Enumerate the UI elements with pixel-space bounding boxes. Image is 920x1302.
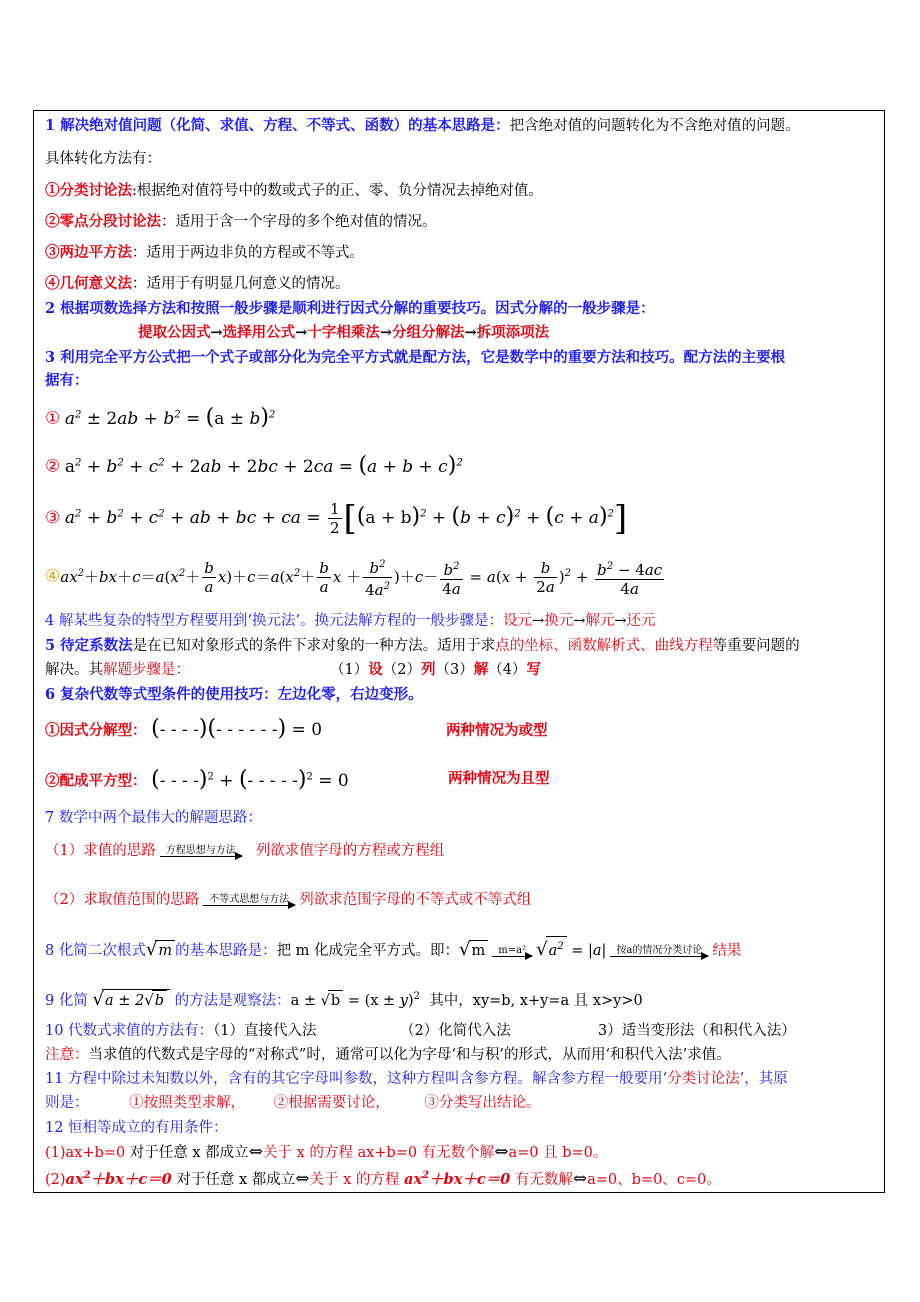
s2-step-4: 分组分解法 <box>391 324 465 341</box>
s5-line2b: 解题步骤是： <box>103 662 190 678</box>
s6-t1-note: 两种情况为或型 <box>446 722 548 739</box>
formula-4-mark: ④ <box>45 566 61 587</box>
s12-cond-1 <box>45 1142 607 1163</box>
s1-method-2 <box>45 212 437 232</box>
s12-iff-3: ⇔ <box>295 1168 310 1189</box>
s1-intro: 具体转化方法有： <box>45 151 161 167</box>
s8-line: 8 化简二次根式√m 的基本思路是：把 m 化成完全平方式。即：√m m=a² $√a^2 = |a|$ 按a的情况分类讨论 结果 <box>45 936 741 961</box>
s12-c2-d: 有无数解 <box>514 1171 573 1188</box>
s7-p1-arrow-label: 方程思想与方法 <box>165 845 236 856</box>
s1-m2-text: ：适用于含一个字母的多个绝对值的情况。 <box>161 214 437 230</box>
s8-arrow-2 <box>610 945 708 957</box>
s12-c1-b: 对于任意 x 都成立 <box>129 1145 249 1161</box>
formula-4: $④ax^2+bx+c=a(x^2+$ $\frac{b}{a}$ $x)+c=a(x^2+$ $\frac{b}{a}$ x ＋ $\frac{b^2}{4a^2}$ )＋c－ $\frac{b^2}{4a}$ = a(x + $\frac{b}{2a}$ )$^2$ + $\frac{b^2 - 4ac}{4a}$ <box>45 556 666 599</box>
s3-title-line1: 3 利用完全平方公式把一个式子或部分化为完全平方式就是配方法，它是数学中的重要方法和技巧。配方法的主要根 <box>45 349 786 366</box>
s10-m3: 3）适当变形法（和积代入法） <box>598 1023 796 1039</box>
s4-text: 4 解某些复杂的特型方程要用到‘换元法’。换元法解方程的一般步骤是： <box>45 613 504 629</box>
s12-c2-e: a=0、b=0、c=0。 <box>587 1171 721 1188</box>
s1-method-4 <box>45 274 350 294</box>
s7-path-1 <box>45 841 444 861</box>
s12-cond-2: $(2)ax^2+bx+c=0$ 对于任意 x 都成立⇔关于 x 的方程 $ax^2+bx+c=0$ 有无数解⇔a=0、b=0、c=0。 <box>45 1168 721 1189</box>
s7-p1-result: 列欲求值字母的方程或方程组 <box>255 843 445 859</box>
s7-p2-arrow-label: 不等式思想与方法 <box>209 894 290 905</box>
s11-line2 <box>45 1093 540 1113</box>
s1-method-1 <box>45 181 543 201</box>
s6-type-2: ②配成平方型： (- - - -)$^2$ + (- - - - -)$^2$ = 0 <box>45 766 349 792</box>
s11-r2: ②根据需要讨论， <box>273 1095 390 1111</box>
s12-c2-b: 对于任意 x 都成立 <box>176 1171 296 1188</box>
s11-r1: ①按照类型求解， <box>129 1095 246 1111</box>
formula-3-mark: ③ <box>45 508 61 528</box>
s5-red: 点的坐标、函数解析式、曲线方程 <box>495 638 713 654</box>
s12-c1-a: (1)ax+b=0 <box>45 1145 126 1161</box>
formula-2-mark: ② <box>45 456 61 477</box>
s10-line1 <box>45 1021 317 1041</box>
s7-path-2 <box>45 890 531 910</box>
s5-label: 5 待定系数法 <box>45 637 133 654</box>
s12-iff-4: ⇔ <box>572 1168 588 1189</box>
s1-m2-label: ②零点分段讨论法 <box>45 213 161 230</box>
s10-m2: （2）化简代入法 <box>400 1023 511 1039</box>
s9-b: 的方法是观察法： <box>174 992 291 1009</box>
s12-iff-2: ⇔ <box>494 1142 509 1162</box>
s8-a: 8 化简二次根式 <box>45 942 146 959</box>
s9-a: 9 化简 <box>45 992 88 1009</box>
s8-b: 的基本思路是： <box>175 942 277 959</box>
s7-p2-label: （2）求取值范围的思路 <box>45 892 200 908</box>
s1-m1-label: ①分类讨论法 <box>45 182 132 199</box>
s5-line2 <box>45 660 190 680</box>
s3-title-line2: 据有： <box>45 372 89 389</box>
s2-steps: 提取公因式→选择用公式→十字相乘法→分组分解法→拆项添项法 <box>138 324 550 341</box>
s10-note-label: 注意： <box>45 1047 89 1063</box>
s5-line1 <box>45 636 800 656</box>
s7-p2-result: 列欲求范围字母的不等式或不等式组 <box>299 892 532 908</box>
s11-line2: 则是： <box>45 1095 89 1111</box>
s10-note-line <box>45 1045 731 1065</box>
s10-note: 当求值的代数式是字母的“对称式”时，通常可以化为字母‘和与积’的形式，从而用‘和积代入法’求值。 <box>88 1047 731 1063</box>
s4-line: 4 解某些复杂的特型方程要用到‘换元法’。换元法解方程的一般步骤是：设元→换元→解元→还元 <box>45 613 656 629</box>
s12-title: 12 恒相等成立的有用条件： <box>45 1120 228 1136</box>
formula-1-mark: ① <box>45 408 61 429</box>
s11-line1a: 11 方程中除过未知数以外，含有的其它字母叫参数，这种方程叫含参方程。解含参方程一般要用‘ <box>45 1071 668 1087</box>
s8-arrow-2-label: 按a的情况分类讨论 <box>616 944 703 956</box>
s7-p1-label: （1）求值的思路 <box>45 843 156 859</box>
s11-r3: ③分类写出结论。 <box>424 1095 541 1111</box>
s12-c1-c: 关于 x 的方程 ax+b=0 有无数个解 <box>262 1145 495 1161</box>
s1-m4-text: ：适用于有明显几何意义的情况。 <box>132 276 350 292</box>
s1-m3-label: ③两边平方法 <box>45 244 132 261</box>
s11-line1c: ’，其原 <box>739 1071 788 1087</box>
s4-step-2: 换元 <box>544 613 574 629</box>
s10-title: 10 代数式求值的方法有： <box>45 1023 214 1039</box>
formula-1: ① $a^2 \pm 2ab + b^2 = (a \pm b)^2$ <box>45 404 276 430</box>
s4-step-4: 还元 <box>626 613 656 629</box>
s10-m1: （1）直接代入法 <box>213 1023 317 1039</box>
formula-2: ② $a^2 + b^2 + c^2 + 2ab + 2bc + 2ca = (a + b + c)^2$ <box>45 452 463 478</box>
s8-arrow-1 <box>492 945 532 957</box>
s8-result: 结果 <box>712 942 742 959</box>
s2-step-2: 选择用公式 <box>222 324 296 341</box>
s12-iff-1: ⇔ <box>248 1142 263 1162</box>
s7-title: 7 数学中两个最伟大的解题思路： <box>45 810 262 826</box>
s12-c2-c: 关于 x 的方程 <box>309 1171 400 1188</box>
s5-tail: 等重要问题的 <box>712 638 800 654</box>
s1-title: 1 解决绝对值问题（化简、求值、方程、不等式、函数）的基本思路是： <box>45 117 510 134</box>
s2-title: 2 根据项数选择方法和按照一般步骤是顺利进行因式分解的重要技巧。因式分解的一般步骤是： <box>45 300 655 317</box>
s6-t2-label: ②配成平方型： <box>45 772 147 790</box>
s5-steps: （1）设（2）列（3）解（4）写 <box>330 661 541 678</box>
s7-p1-arrow <box>160 845 242 857</box>
s9-line: 9 化简 √a ± 2√b 的方法是观察法：$a \pm √b = (x \pm y)^2$ 其中，xy=b, x+y=a 且 x>y>0 <box>45 988 643 1010</box>
s1-m4-label: ④几何意义法 <box>45 275 132 292</box>
s4-step-3: 解元 <box>585 613 615 629</box>
formula-3: ③ $a^2 + b^2 + c^2$ + ab + bc + ca = $\frac{1}{2}$ $[(a + b)^2 + (b + c)^2 + (c + a)^2]$ <box>45 498 628 539</box>
s8-c: 把 m 化成完全平方式。即： <box>276 942 460 959</box>
s6-type-1: ①因式分解型： (- - - -)(- - - - - -) = 0 <box>45 716 323 741</box>
s1-m3-text: ：适用于两边非负的方程或不等式。 <box>132 245 364 261</box>
s2-step-1: 提取公因式 <box>138 324 211 341</box>
s8-arrow-1-label: m=a² <box>498 944 527 956</box>
s2-step-5: 拆项添项法 <box>476 324 550 341</box>
s1-method-3 <box>45 243 364 263</box>
s2-step-3: 十字相乘法 <box>307 324 380 341</box>
s11-line1 <box>45 1069 788 1089</box>
s6-t2-note: 两种情况为且型 <box>448 770 550 787</box>
s12-c2-a: (2) <box>45 1171 66 1188</box>
s5-text: 是在已知对象形式的条件下求对象的一种方法。适用于求 <box>132 638 496 654</box>
s9-c: 其中，xy=b, x+y=a 且 x>y>0 <box>429 992 643 1009</box>
s1-m1-text: :根据绝对值符号中的数或式子的正、零、负分情况去掉绝对值。 <box>132 183 543 199</box>
s7-p2-arrow <box>203 894 295 906</box>
s6-t1-label: ①因式分解型： <box>45 722 147 739</box>
s5-line2a: 解决。其 <box>45 662 103 678</box>
s1-title-line <box>45 116 800 136</box>
s1-rest: 把含绝对值的问题转化为不含绝对值的问题。 <box>509 118 800 134</box>
s11-line1b: 分类讨论法 <box>667 1071 740 1087</box>
s4-step-1: 设元 <box>503 613 533 629</box>
s6-title: 6 复杂代数等式型条件的使用技巧：左边化零，右边变形。 <box>45 686 423 703</box>
s12-c1-d: a=0 且 b=0。 <box>508 1145 608 1161</box>
